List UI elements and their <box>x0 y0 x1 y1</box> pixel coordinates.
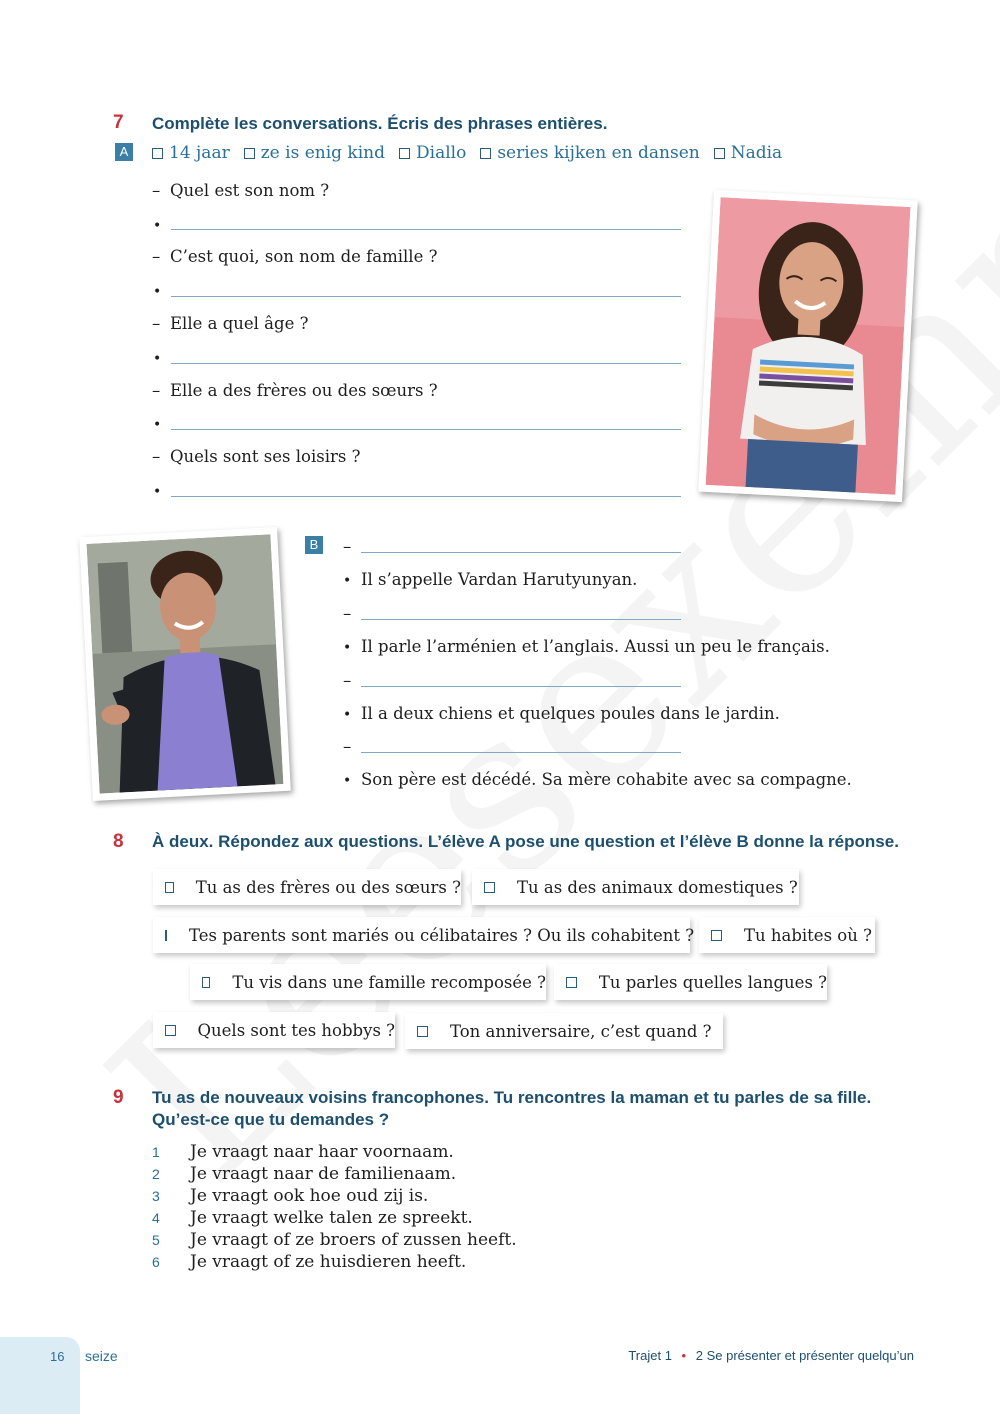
list-item: 2 Je vraagt naar de familienaam. <box>152 1164 457 1184</box>
chip-1[interactable]: Tu as des frères ou des sœurs ? <box>153 869 461 905</box>
question-3: – Elle a quel âge ? <box>152 314 309 333</box>
question-4: – Elle a des frères ou des sœurs ? <box>152 381 438 400</box>
footer-chapter: Trajet 1 • 2 Se présenter et présenter quelqu’un <box>628 1348 914 1363</box>
dash-marker: – <box>343 737 352 756</box>
question-line-2[interactable] <box>361 619 681 620</box>
girl-illustration <box>706 197 911 495</box>
list-item: 5 Je vraagt of ze broers of zussen heeft. <box>152 1230 517 1250</box>
exercise-7-number: 7 <box>113 112 124 133</box>
checkbox-icon[interactable] <box>165 1025 176 1036</box>
answer-2: • Il parle l’arménien et l’anglais. Aussi un peu le français. <box>343 637 830 656</box>
checkbox-icon[interactable] <box>165 882 174 893</box>
list-item: 3 Je vraagt ook hoe oud zij is. <box>152 1186 429 1206</box>
dash-marker: – <box>343 537 352 556</box>
chip-8[interactable]: Ton anniversaire, c’est quand ? <box>405 1013 723 1049</box>
question-line-1[interactable] <box>361 552 681 553</box>
question-line-4[interactable] <box>361 752 681 753</box>
bullet-icon: • <box>153 284 162 300</box>
list-item: 4 Je vraagt welke talen ze spreekt. <box>152 1208 473 1228</box>
chip-4[interactable]: Tu habites où ? <box>699 917 875 953</box>
exercise-9-number: 9 <box>113 1087 124 1108</box>
checkbox-icon[interactable] <box>711 930 722 941</box>
answer-1: • Il s’appelle Vardan Harutyunyan. <box>343 570 638 589</box>
question-5: – Quels sont ses loisirs ? <box>152 447 361 466</box>
checkbox-icon[interactable] <box>566 977 577 988</box>
checkbox-icon[interactable] <box>480 148 491 159</box>
checkbox-icon[interactable] <box>202 977 210 988</box>
exercise-8-title: À deux. Répondez aux questions. L’élève A pose une question et l’élève B donne la réponse. <box>152 832 899 851</box>
checkbox-icon[interactable] <box>484 882 495 893</box>
checkbox-icon[interactable] <box>417 1026 428 1037</box>
exercise-9-title-line-1: Tu as de nouveaux voisins francophones. Tu rencontres la maman et tu parles de sa fille. <box>152 1088 872 1107</box>
answer-line-1[interactable] <box>171 229 681 230</box>
exercise-7-title: Complète les conversations. Écris des phrases entières. <box>152 114 608 133</box>
list-item: 1 Je vraagt naar haar voornaam. <box>152 1142 454 1162</box>
exercise-9-list <box>152 1141 517 1273</box>
part-b-tag: B <box>305 536 323 554</box>
chip-2[interactable]: Tu as des animaux domestiques ? <box>472 869 799 905</box>
checkbox-icon[interactable] <box>714 148 725 159</box>
bullet-icon: • <box>153 417 162 433</box>
checkbox-icon[interactable] <box>244 148 255 159</box>
photo-boy <box>79 527 291 801</box>
dash-marker: – <box>343 671 352 690</box>
bullet-icon: • <box>153 484 162 500</box>
option-4[interactable]: series kijken en dansen <box>480 143 699 163</box>
word-bank <box>152 143 782 163</box>
chip-7[interactable]: Quels sont tes hobbys ? <box>153 1012 395 1048</box>
answer-3: • Il a deux chiens et quelques poules dans le jardin. <box>343 704 780 723</box>
answer-4: • Son père est décédé. Sa mère cohabite avec sa compagne. <box>343 770 852 789</box>
exercise-9-title-line-2: Qu’est-ce que tu demandes ? <box>152 1110 390 1129</box>
answer-line-5[interactable] <box>171 496 681 497</box>
option-2[interactable]: ze is enig kind <box>244 143 385 163</box>
answer-line-4[interactable] <box>171 429 681 430</box>
chip-3[interactable]: Tes parents sont mariés ou célibataires ? Ou ils cohabitent ? <box>153 917 690 953</box>
answer-line-3[interactable] <box>171 363 681 364</box>
list-item: 6 Je vraagt of ze huisdieren heeft. <box>152 1252 467 1272</box>
part-a-tag: A <box>115 143 133 161</box>
chip-6[interactable]: Tu parles quelles langues ? <box>554 964 827 1000</box>
answer-line-2[interactable] <box>171 296 681 297</box>
photo-girl <box>698 190 918 502</box>
footer-tab <box>0 1337 80 1414</box>
checkbox-icon[interactable] <box>165 930 167 941</box>
boy-illustration <box>87 534 284 793</box>
bullet-icon: • <box>153 218 162 234</box>
exercise-8-number: 8 <box>113 831 124 852</box>
chip-5[interactable]: Tu vis dans une famille recomposée ? <box>190 964 546 1000</box>
page-number: 16 <box>50 1349 65 1364</box>
option-3[interactable]: Diallo <box>399 143 466 163</box>
question-line-3[interactable] <box>361 686 681 687</box>
question-2: – C’est quoi, son nom de famille ? <box>152 247 438 266</box>
question-1: – Quel est son nom ? <box>152 181 330 200</box>
dash-marker: – <box>343 604 352 623</box>
option-1[interactable]: 14 jaar <box>152 143 230 163</box>
option-5[interactable]: Nadia <box>714 143 782 163</box>
checkbox-icon[interactable] <box>152 148 163 159</box>
bullet-icon: • <box>153 351 162 367</box>
page-word: seize <box>85 1348 118 1364</box>
checkbox-icon[interactable] <box>399 148 410 159</box>
